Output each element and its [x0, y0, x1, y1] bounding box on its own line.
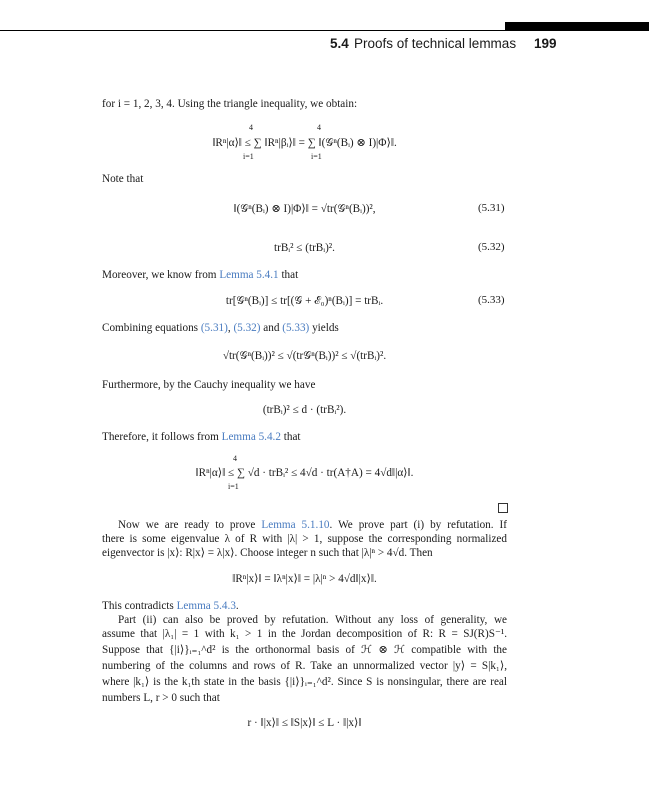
equation-link[interactable]: (5.33) [282, 322, 310, 334]
sum-lower: i=1 [311, 152, 322, 161]
equation-link[interactable]: (5.31) [200, 322, 228, 334]
equation-number: (5.33) [478, 294, 505, 306]
equation: tr[𝒢ⁿ(Bᵢ)] ≤ tr[(𝒢 + ℰ₀)ⁿ(Bᵢ)] = trBᵢ. [225, 295, 384, 307]
lemma-link[interactable]: Lemma 5.4.1 [219, 269, 279, 281]
equation: r · ‖|x⟩‖ ≤ ‖S|x⟩‖ ≤ L · ‖|x⟩‖ [247, 717, 362, 729]
equation-link[interactable]: (5.32) [233, 322, 261, 334]
text-line: Now we are ready to prove Lemma 5.1.10. We prove part (i) by refutation. If [118, 519, 507, 531]
text-line: Note that [102, 173, 144, 185]
text-line: for i = 1, 2, 3, 4. Using the triangle inequality, we obtain: [102, 98, 358, 110]
equation: ‖(𝒢ⁿ(Bᵢ) ⊗ I)|Φ⟩‖ = √tr(𝒢ⁿ(Bᵢ))², [233, 203, 376, 215]
equation-number: (5.32) [478, 241, 505, 253]
equation: trBᵢ² ≤ (trBᵢ)². [274, 242, 335, 254]
sum-lower: i=1 [228, 482, 239, 491]
sum-lower: i=1 [243, 152, 254, 161]
section-title: Proofs of technical lemmas [354, 36, 517, 51]
text-line: Suppose that {|i⟩}ᵢ₌₁^d² is the orthonormal basis of ℋ ⊗ ℋ compatible with the [102, 644, 507, 656]
lemma-link[interactable]: Lemma 5.4.3 [176, 600, 236, 612]
text-line: eigenvector is |x⟩: R|x⟩ = λ|x⟩. Choose integer n such that |λ|ⁿ > 4√d. Then [102, 547, 433, 559]
text-line: where |k₁⟩ is the k₁th state in the basis {|i⟩}ᵢ₌₁^d². Since S is nonsingular, there are real [102, 676, 507, 688]
equation: √tr(𝒢ⁿ(Bᵢ))² ≤ √(tr𝒢ⁿ(Bᵢ))² ≤ √(trBᵢ)². [222, 350, 387, 362]
text-line: Part (ii) can also be proved by refutation. Without any loss of generality, we [118, 614, 507, 626]
text-line: Combining equations (5.31), (5.32) and (5.33) yields [102, 322, 339, 334]
text-line: there is some eigenvalue λ of R with |λ| > 1, suppose the corresponding normalized [102, 533, 507, 545]
equation: ‖Rⁿ|x⟩‖ = ‖λⁿ|x⟩‖ = |λ|ⁿ > 4√d‖|x⟩‖. [232, 573, 377, 585]
text-line: This contradicts Lemma 5.4.3. [102, 600, 239, 612]
header-bar [505, 22, 649, 31]
qed-box [498, 503, 508, 513]
sum-upper: 4 [249, 123, 253, 132]
text-line: Therefore, it follows from Lemma 5.4.2 that [102, 431, 301, 443]
sum-upper: 4 [317, 123, 321, 132]
text-line: numbering of the columns and rows of R. Take an unnormalized vector |y⟩ = S|k₁⟩, [102, 660, 507, 672]
text-line: assume that |λ₁| = 1 with k₁ > 1 in the Jordan decomposition of R: R = SJ(R)S⁻¹. [102, 628, 507, 640]
text-line: Moreover, we know from Lemma 5.4.1 that [102, 269, 299, 281]
lemma-link[interactable]: Lemma 5.1.10 [261, 519, 330, 531]
equation: ‖Rⁿ|α⟩‖ ≤ ∑ ‖Rⁿ|βᵢ⟩‖ = ∑ ‖(𝒢ⁿ(Bᵢ) ⊗ I)|Φ⟩‖. [212, 137, 397, 149]
equation: (trBᵢ)² ≤ d · (trBᵢ²). [262, 404, 347, 416]
equation: ‖Rⁿ|α⟩‖ ≤ ∑ √d · trBᵢ² ≤ 4√d · tr(A†A) = 4√d‖|α⟩‖. [195, 467, 414, 479]
page-number: 199 [534, 36, 557, 51]
sum-upper: 4 [233, 454, 237, 463]
text-line: Furthermore, by the Cauchy inequality we have [102, 379, 316, 391]
lemma-link[interactable]: Lemma 5.4.2 [221, 431, 281, 443]
text-line: numbers L, r > 0 such that [102, 692, 220, 704]
equation-number: (5.31) [478, 202, 505, 214]
section-number: 5.4 [330, 36, 349, 51]
